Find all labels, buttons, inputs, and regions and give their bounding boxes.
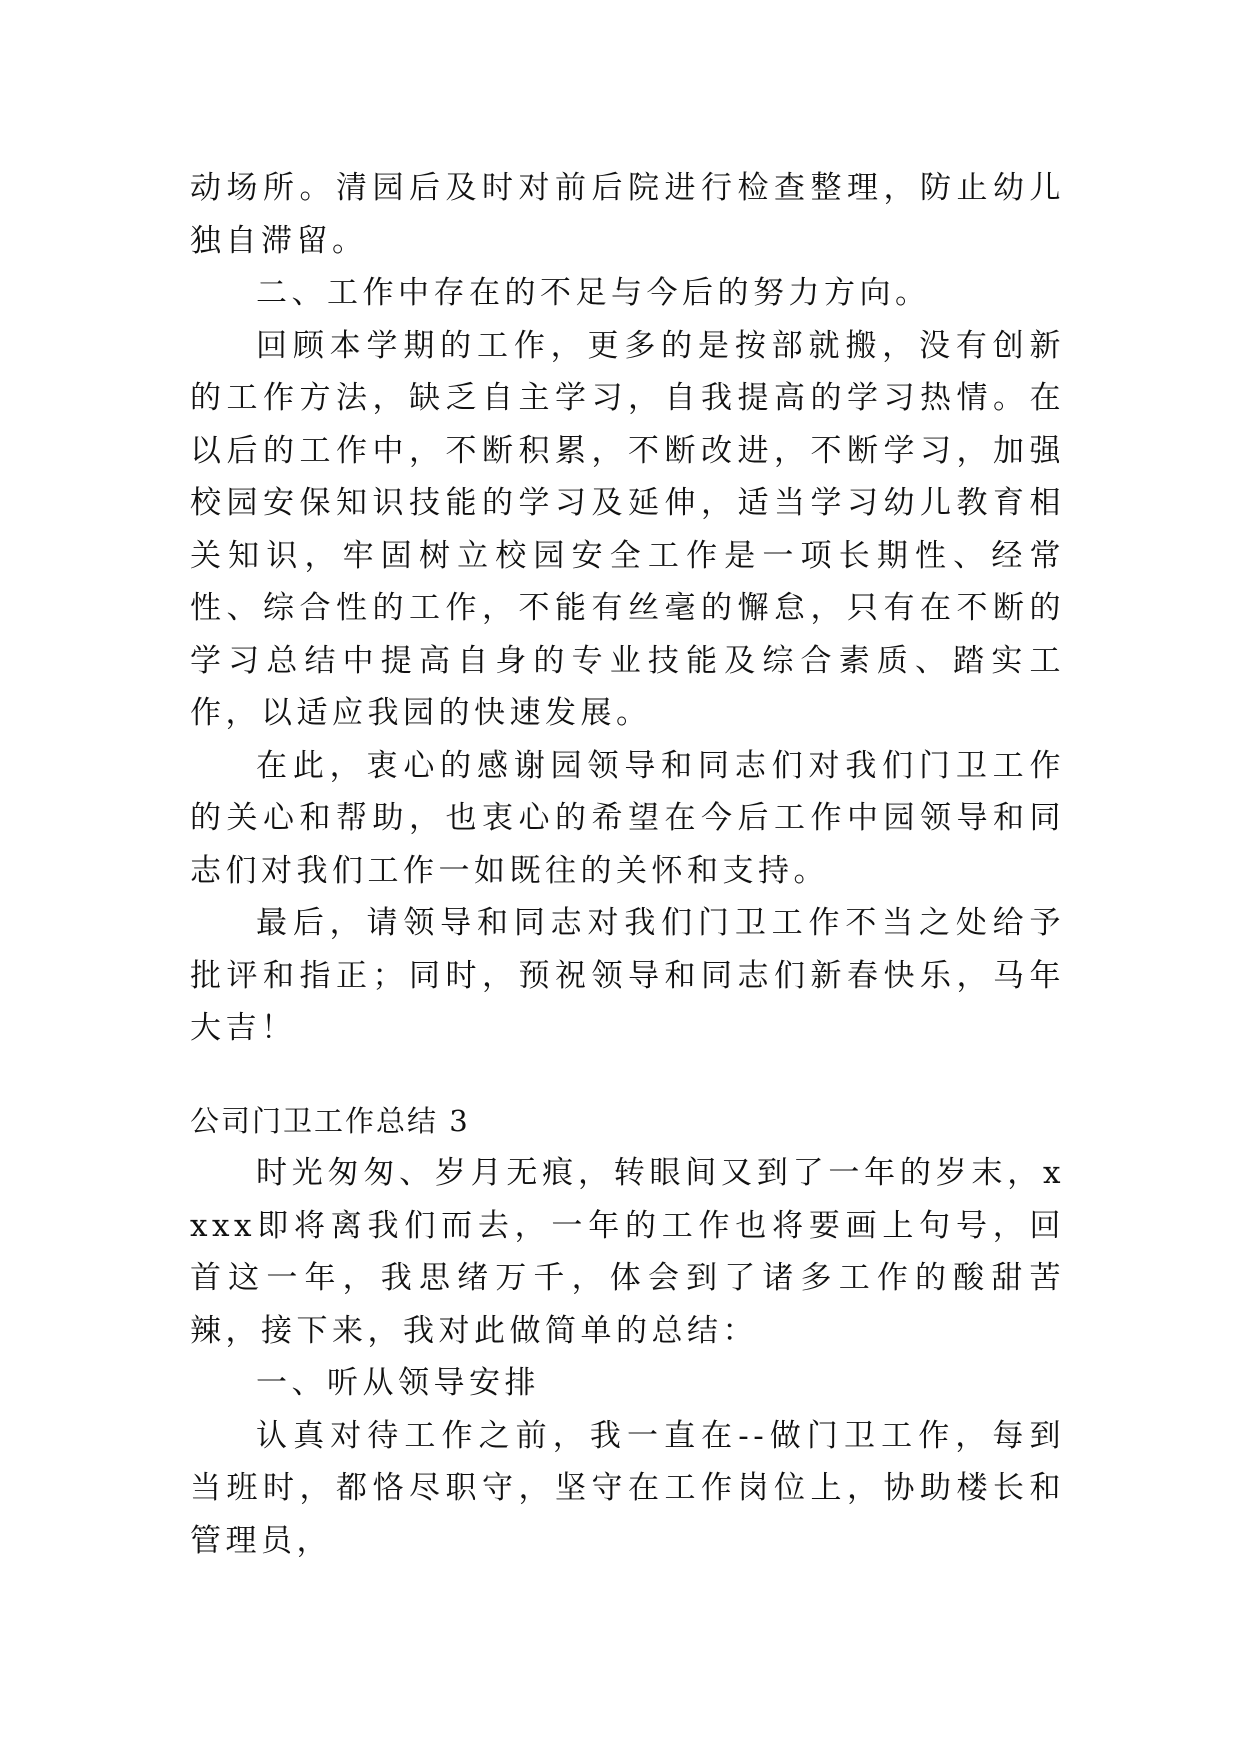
paragraph-duty: 认真对待工作之前，我一直在--做门卫工作，每到当班时，都恪尽职守，坚守在工作岗位上，协助楼长和管理员， [190,1417,1065,1559]
section-heading-shortcomings: 二、工作中存在的不足与今后的努力方向。 [256,275,931,311]
paragraph-closing: 最后，请领导和同志对我们门卫工作不当之处给予批评和指正；同时，预祝领导和同志们新春快乐，马年大吉！ [190,905,1065,1046]
paragraph-thanks: 在此，衷心的感谢园领导和同志们对我们门卫工作的关心和帮助，也衷心的希望在今后工作中园领导和同志们对我们工作一如既往的关怀和支持。 [190,747,1065,889]
paragraph-review: 回顾本学期的工作，更多的是按部就搬，没有创新的工作方法，缺乏自主学习，自我提高的学习热情。在以后的工作中，不断积累，不断改进，不断学习，加强校园安保知识技能的学习及延伸，适当学习幼儿教育相关知识，牢固树立校园安全工作是一项长期性、经常性、综合性的工作，不能有丝毫的懈怠，只有在不断的学习总结中提高自身的专业技能及综合素质、踏实工作，以适应我园的快速发展。 [190,327,1065,731]
paragraph-continuation: 动场所。清园后及时对前后院进行检查整理，防止幼儿独自滞留。 [190,170,1065,259]
document-body [190,162,1065,1567]
paragraph-intro: 时光匆匆、岁月无痕，转眼间又到了一年的岁末，xxxx即将离我们而去，一年的工作也将要画上句号，回首这一年，我思绪万千，体会到了诸多工作的酸甜苦辣，接下来，我对此做简单的总结： [190,1155,1065,1349]
section-heading-obey: 一、听从领导安排 [256,1365,540,1401]
article-title: 公司门卫工作总结 3 [190,1103,470,1138]
